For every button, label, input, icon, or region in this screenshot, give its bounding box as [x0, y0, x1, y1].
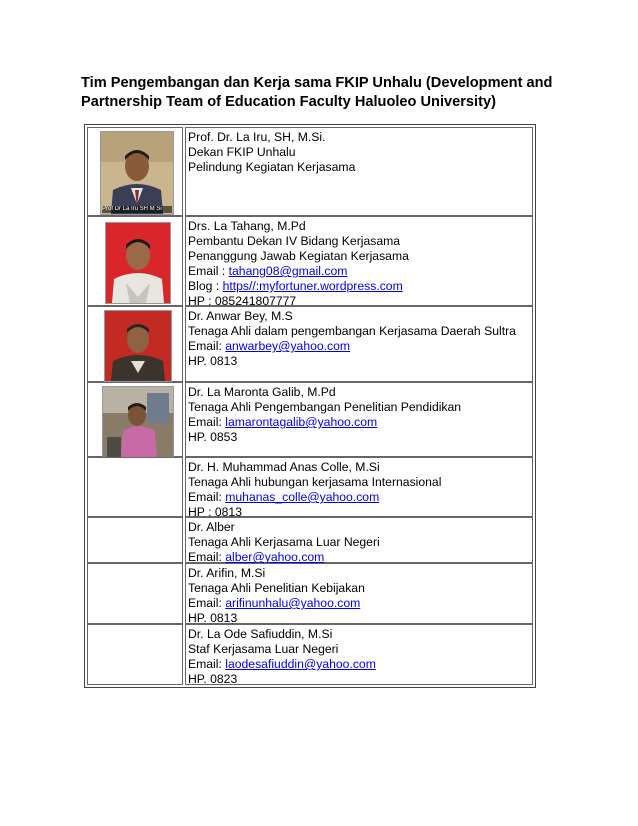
member-name: Dr. Alber — [188, 520, 235, 534]
member-photo — [100, 131, 174, 215]
member-position: Tenaga Ahli Pengembangan Penelitian Pendidikan — [188, 400, 462, 414]
member-position: Dekan FKIP Unhalu — [188, 145, 296, 159]
photo-cell — [87, 382, 183, 457]
portrait-image — [103, 387, 173, 457]
table-row — [87, 624, 533, 685]
member-info — [185, 127, 533, 216]
member-photo — [104, 310, 172, 382]
member-phone: HP. 0823 — [188, 672, 238, 686]
member-name: Dr. La Maronta Galib, M.Pd — [188, 385, 336, 399]
portrait-image — [106, 223, 170, 303]
member-position: Pembantu Dekan IV Bidang Kerjasama — [188, 234, 401, 248]
photo-cell — [87, 127, 183, 216]
member-photo — [105, 222, 171, 304]
table-row — [87, 306, 533, 382]
member-name: Dr. Arifin, M.Si — [188, 566, 266, 580]
member-email-line: Email : tahang08@gmail.com — [188, 264, 348, 278]
member-phone: HP : 085241807777 — [188, 294, 297, 308]
table-row — [87, 127, 533, 216]
member-position: Tenaga Ahli Kerjasama Luar Negeri — [188, 535, 380, 549]
member-position: Tenaga Ahli hubungan kerjasama Internasional — [188, 475, 442, 489]
member-email-line: Email: alber@yahoo.com — [188, 550, 325, 564]
table-row — [87, 563, 533, 624]
member-position: Staf Kerjasama Luar Negeri — [188, 642, 339, 656]
email-link[interactable]: alber@yahoo.com — [225, 550, 325, 564]
photo-cell — [87, 216, 183, 306]
email-link[interactable]: muhanas_colle@yahoo.com — [225, 490, 380, 504]
photo-cell — [87, 306, 183, 382]
member-name: Dr. La Ode Safiuddin, M.Si — [188, 627, 333, 641]
table-row — [87, 517, 533, 563]
portrait-image — [105, 311, 171, 381]
portrait-image — [101, 132, 173, 214]
member-phone: HP : 0813 — [188, 505, 242, 519]
email-link[interactable]: arifinunhalu@yahoo.com — [225, 596, 361, 610]
member-position: Tenaga Ahli dalam pengembangan Kerjasama Daerah Sultra — [188, 324, 516, 338]
photo-cell — [87, 624, 183, 685]
photo-cell — [87, 457, 183, 517]
email-link[interactable]: anwarbey@yahoo.com — [225, 339, 351, 353]
blog-link[interactable]: https//:myfortuner.wordpress.com — [222, 279, 403, 293]
member-role: Penanggung Jawab Kegiatan Kerjasama — [188, 249, 409, 263]
member-email-line: Email: lamarontagalib@yahoo.com — [188, 415, 378, 429]
member-phone: HP. 0853 — [188, 430, 238, 444]
email-link[interactable]: lamarontagalib@yahoo.com — [225, 415, 378, 429]
member-info — [185, 624, 533, 685]
table-row — [87, 457, 533, 517]
member-position: Tenaga Ahli Penelitian Kebijakan — [188, 581, 365, 595]
member-email-line: Email: laodesafiuddin@yahoo.com — [188, 657, 376, 671]
email-link[interactable]: tahang08@gmail.com — [228, 264, 348, 278]
member-info — [185, 382, 533, 457]
member-phone: HP. 0813 — [188, 354, 238, 368]
title-line-2: Partnership Team of Education Faculty Haluoleo University) — [81, 94, 496, 110]
member-blog-line: Blog : https//:myfortuner.wordpress.com — [188, 279, 403, 293]
member-info — [185, 306, 533, 382]
member-name: Drs. La Tahang, M.Pd — [188, 219, 306, 233]
member-photo — [102, 386, 174, 458]
photo-cell — [87, 563, 183, 624]
table-row — [87, 382, 533, 457]
member-email-line: Email: anwarbey@yahoo.com — [188, 339, 351, 353]
member-email-line: Email: arifinunhalu@yahoo.com — [188, 596, 361, 610]
member-info — [185, 563, 533, 624]
member-info — [185, 517, 533, 563]
photo-caption: Prof Dr La Iru SH M Si — [102, 206, 172, 213]
member-info — [185, 457, 533, 517]
member-phone: HP. 0813 — [188, 611, 238, 625]
member-name: Dr. Anwar Bey, M.S — [188, 309, 293, 323]
member-name: Dr. H. Muhammad Anas Colle, M.Si — [188, 460, 380, 474]
title-line-1: Tim Pengembangan dan Kerja sama FKIP Unhalu (Development and — [81, 75, 553, 91]
member-role: Pelindung Kegiatan Kerjasama — [188, 160, 356, 174]
member-info — [185, 216, 533, 306]
table-row — [87, 216, 533, 306]
email-link[interactable]: laodesafiuddin@yahoo.com — [225, 657, 376, 671]
photo-cell — [87, 517, 183, 563]
member-name: Prof. Dr. La Iru, SH, M.Si. — [188, 130, 326, 144]
member-email-line: Email: muhanas_colle@yahoo.com — [188, 490, 380, 504]
page-title — [81, 74, 561, 112]
team-table — [84, 124, 536, 688]
